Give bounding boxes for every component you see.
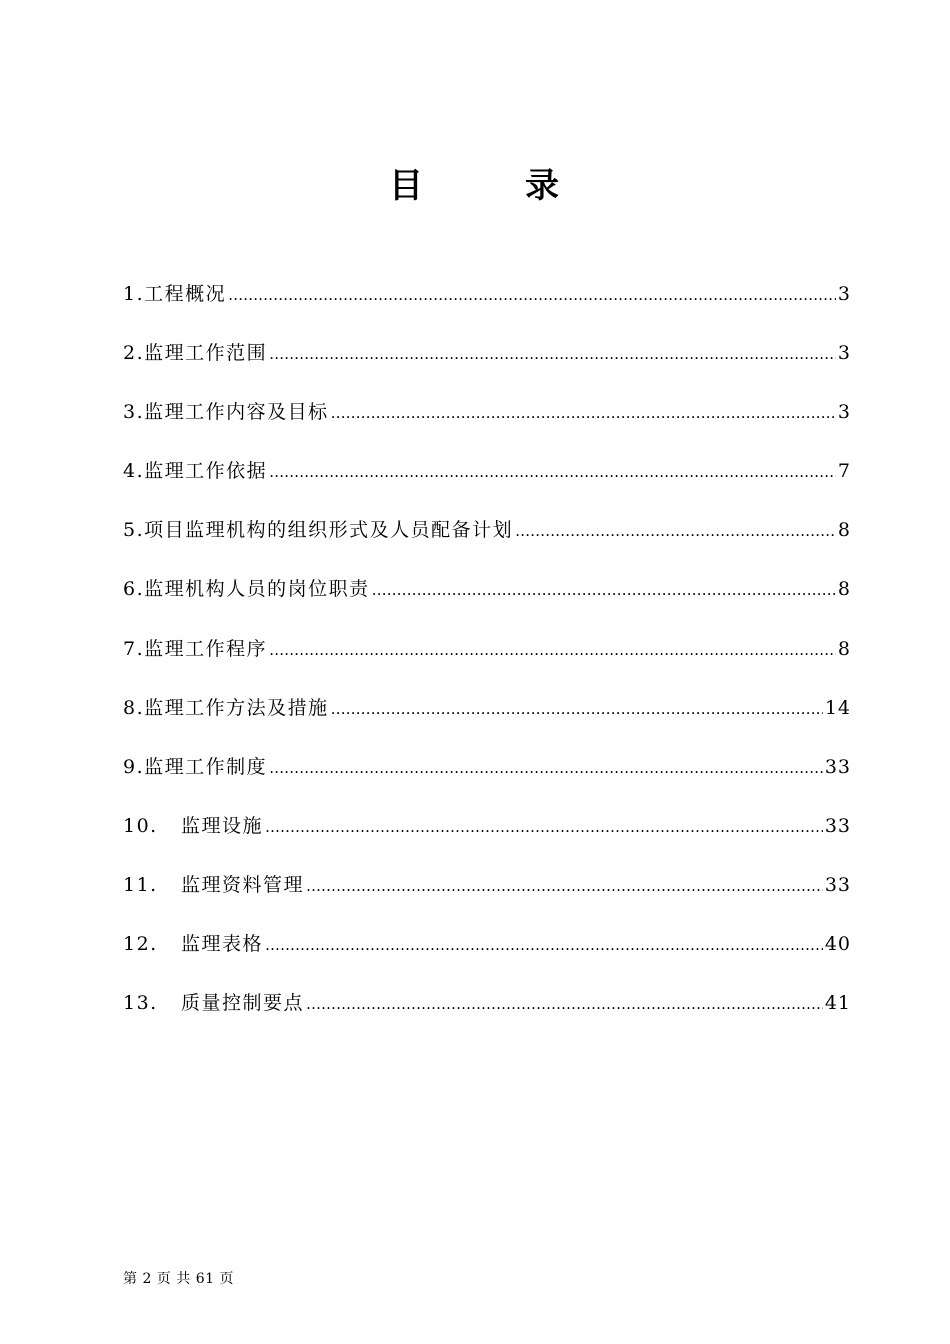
toc-leader-dots bbox=[269, 345, 836, 363]
toc-label: 监理工作范围 bbox=[144, 342, 268, 365]
page-title bbox=[0, 158, 950, 207]
toc-number: 8. bbox=[123, 696, 145, 719]
toc-page-number: 8 bbox=[837, 637, 851, 660]
toc-leader-dots bbox=[265, 936, 823, 954]
toc-page-number: 7 bbox=[837, 460, 851, 483]
toc-page-number: 40 bbox=[824, 933, 851, 956]
toc-entry-2[interactable] bbox=[123, 338, 851, 397]
toc-leader-dots bbox=[331, 700, 823, 718]
title-char-right: 录 bbox=[525, 166, 561, 206]
toc-page-number: 8 bbox=[837, 578, 851, 601]
toc-page-number: 14 bbox=[824, 696, 851, 719]
toc-entry-11[interactable] bbox=[123, 870, 851, 929]
toc-entry-9[interactable] bbox=[123, 752, 851, 811]
toc-entry-13[interactable] bbox=[123, 988, 851, 1047]
toc-page-number: 41 bbox=[824, 992, 851, 1015]
toc-leader-dots bbox=[331, 404, 836, 422]
toc-label: 监理设施 bbox=[181, 814, 264, 837]
toc-entry-8[interactable] bbox=[123, 693, 851, 752]
toc-label: 监理工作程序 bbox=[144, 637, 268, 660]
toc-label: 工程概况 bbox=[144, 283, 227, 305]
toc-leader-dots bbox=[228, 286, 836, 304]
title-char-left: 目 bbox=[389, 166, 425, 206]
toc-page-number: 3 bbox=[837, 401, 851, 424]
toc-page-number: 33 bbox=[824, 755, 851, 778]
toc-entry-4[interactable] bbox=[123, 456, 851, 515]
toc-label: 监理机构人员的岗位职责 bbox=[144, 578, 370, 601]
toc-entry-12[interactable] bbox=[123, 929, 851, 988]
toc-page-number: 3 bbox=[837, 342, 851, 365]
toc-leader-dots bbox=[306, 877, 823, 895]
toc-leader-dots bbox=[306, 995, 823, 1013]
toc-label: 监理工作依据 bbox=[144, 460, 268, 483]
toc-entry-10[interactable] bbox=[123, 811, 851, 870]
toc-leader-dots bbox=[269, 759, 823, 777]
toc-number: 13. bbox=[123, 992, 158, 1015]
toc-entry-1[interactable] bbox=[123, 279, 851, 338]
toc-page-number: 33 bbox=[824, 873, 851, 896]
toc-number: 6. bbox=[123, 578, 145, 601]
toc-label: 监理表格 bbox=[181, 933, 264, 956]
toc-leader-dots bbox=[515, 522, 836, 540]
toc-number: 9. bbox=[123, 755, 145, 778]
toc-number: 1. bbox=[123, 283, 145, 305]
page-footer: 第 2 页 共 61 页 bbox=[123, 1271, 234, 1287]
toc-leader-dots bbox=[265, 818, 823, 836]
toc-entry-7[interactable] bbox=[123, 634, 851, 693]
toc-number: 5. bbox=[123, 519, 145, 542]
toc-number: 10. bbox=[123, 814, 158, 837]
toc-number: 7. bbox=[123, 637, 145, 660]
toc-leader-dots bbox=[269, 463, 836, 481]
toc-label: 项目监理机构的组织形式及人员配备计划 bbox=[144, 519, 514, 542]
toc-leader-dots bbox=[372, 581, 836, 599]
toc-label: 监理资料管理 bbox=[181, 873, 305, 896]
toc-label: 监理工作制度 bbox=[144, 755, 268, 778]
toc-label: 监理工作方法及措施 bbox=[144, 696, 329, 719]
toc-label: 监理工作内容及目标 bbox=[144, 401, 329, 424]
toc-page-number: 33 bbox=[824, 814, 851, 837]
toc-entry-3[interactable] bbox=[123, 397, 851, 456]
toc-page-number: 8 bbox=[837, 519, 851, 542]
toc-entry-5[interactable] bbox=[123, 515, 851, 574]
toc-number: 11. bbox=[123, 873, 158, 896]
toc-label: 质量控制要点 bbox=[181, 992, 305, 1015]
toc-number: 3. bbox=[123, 401, 145, 424]
toc-leader-dots bbox=[269, 641, 836, 659]
table-of-contents bbox=[123, 279, 851, 1047]
toc-number: 4. bbox=[123, 460, 145, 483]
toc-number: 12. bbox=[123, 933, 158, 956]
toc-page-number: 3 bbox=[837, 283, 851, 305]
toc-entry-6[interactable] bbox=[123, 574, 851, 633]
toc-number: 2. bbox=[123, 342, 145, 365]
